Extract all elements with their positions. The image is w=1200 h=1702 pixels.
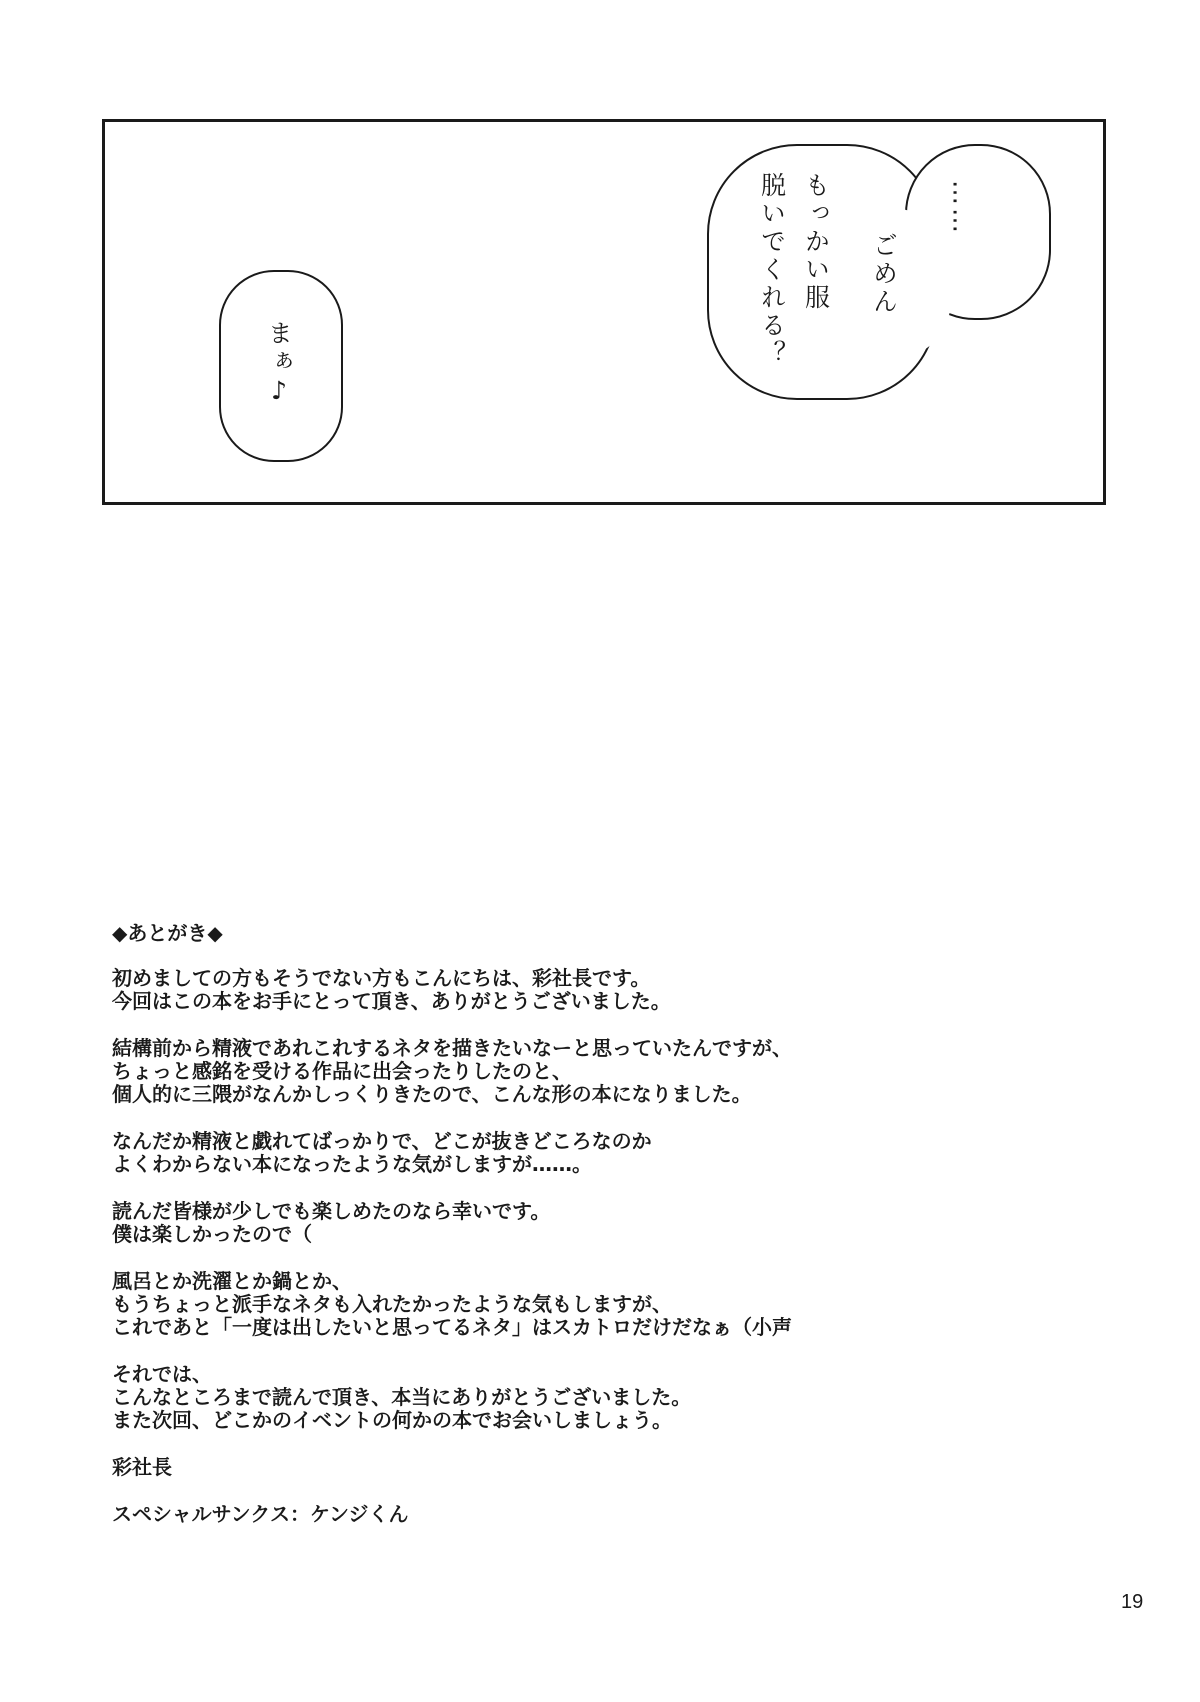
afterword-paragraph	[112, 1270, 1092, 1339]
text-line: 彩社長	[112, 1455, 172, 1479]
afterword-paragraph	[112, 1037, 1092, 1106]
afterword	[112, 922, 1092, 1550]
comic-panel	[102, 119, 1106, 505]
text-line: もうちょっと派手なネタも入れたかったような気もしますが、	[112, 1292, 672, 1316]
text-line: こんなところまで読んで頂き、本当にありがとうございました。	[112, 1385, 692, 1409]
text-line: 結構前から精液であれこれするネタを描きたいなーと思っていたんですが、	[112, 1036, 792, 1060]
bubble-right-text-1: ……	[947, 180, 977, 236]
bubble-right-text-4: 脱いでくれる？	[757, 172, 787, 368]
page-number: 19	[1121, 1591, 1144, 1613]
afterword-heading: ◆あとがき◆	[112, 921, 223, 945]
text-line: よくわからない本になったような気がしますが……。	[112, 1152, 592, 1176]
afterword-paragraph	[112, 1200, 1092, 1246]
text-line: これであと「一度は出したいと思ってるネタ」はスカトロだけだなぁ（小声	[112, 1315, 792, 1339]
text-line: また次回、どこかのイベントの何かの本でお会いしましょう。	[112, 1408, 672, 1432]
text-line: ちょっと感銘を受ける作品に出会ったりしたのと、	[112, 1059, 572, 1083]
bubble-left-text: まぁ♪	[264, 320, 294, 408]
text-line: 初めましての方もそうでない方もこんにちは、彩社長です。	[112, 966, 651, 990]
text-line: 読んだ皆様が少しでも楽しめたのなら幸いです。	[112, 1199, 551, 1223]
text-line: 風呂とか洗濯とか鍋とか、	[112, 1269, 352, 1293]
afterword-paragraph	[112, 1130, 1092, 1176]
afterword-paragraph	[112, 967, 1092, 1013]
afterword-paragraph	[112, 1363, 1092, 1432]
text-line: 今回はこの本をお手にとって頂き、ありがとうございました。	[112, 989, 671, 1013]
bubble-right-text-2: ごめん	[869, 232, 899, 316]
text-line: 個人的に三隈がなんかしっくりきたので、こんな形の本になりました。	[112, 1082, 752, 1106]
text-line: それでは、	[112, 1362, 212, 1386]
text-line: 僕は楽しかったので（	[112, 1222, 312, 1246]
afterword-signature	[112, 1456, 1092, 1479]
bubble-right-text-3: もっかい服	[801, 172, 831, 312]
special-thanks: スペシャルサンクス：ケンジくん	[112, 1502, 409, 1526]
text-line: なんだか精液と戯れてばっかりで、どこが抜きどころなのか	[112, 1129, 652, 1153]
